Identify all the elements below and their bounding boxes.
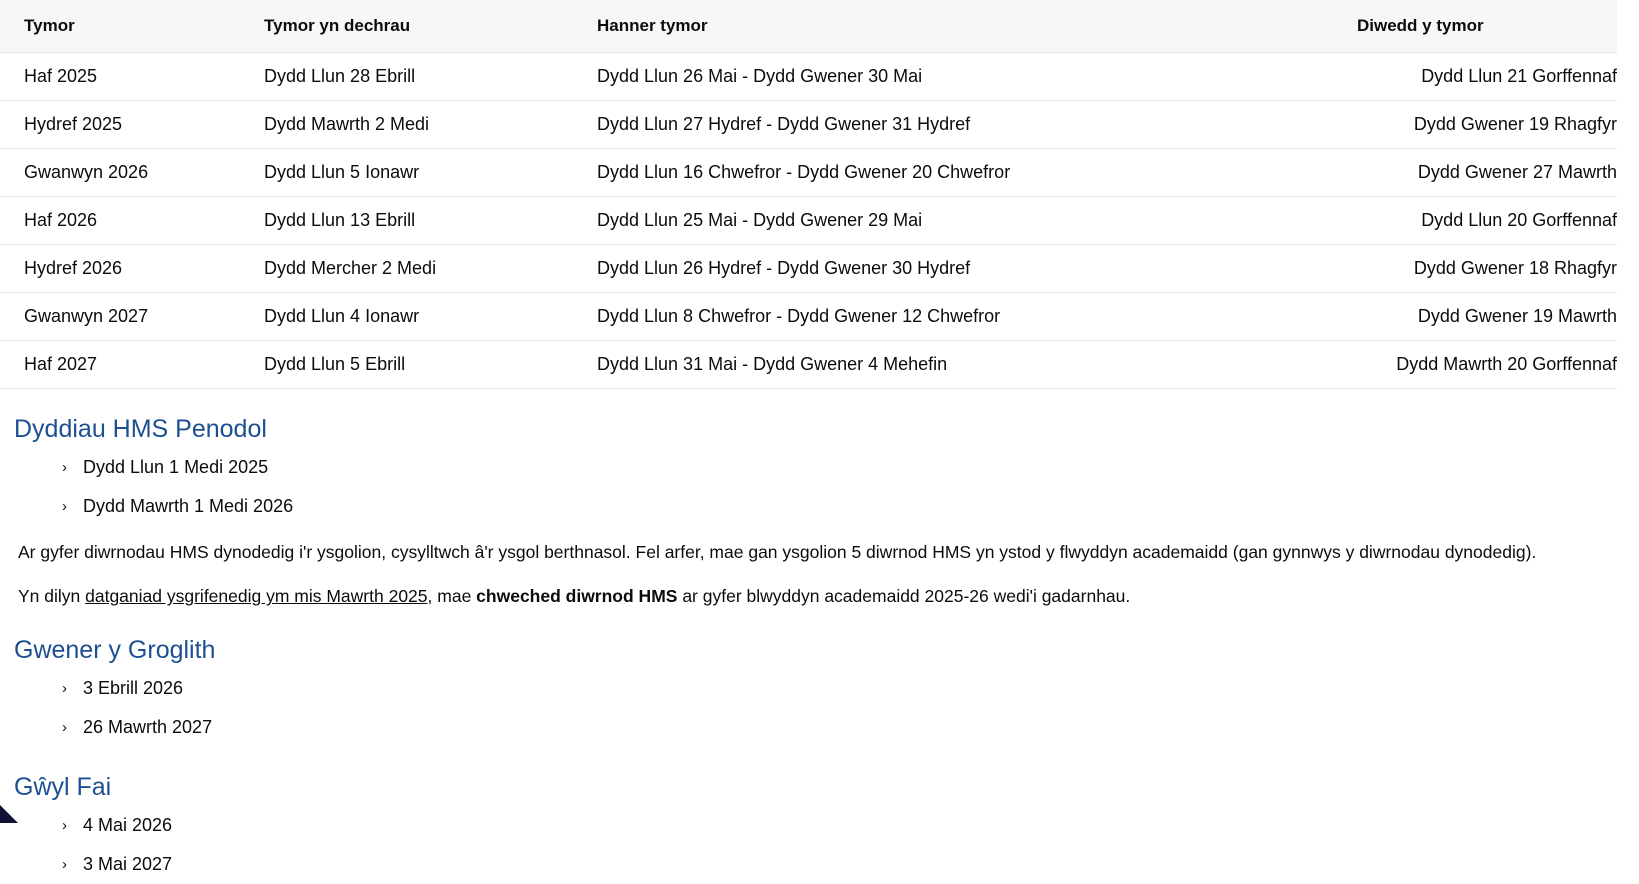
accordion-item-may-day-2[interactable] <box>62 845 1639 884</box>
accordion-item-label: 4 Mai 2026 <box>83 814 173 835</box>
chevron-right-icon: › <box>62 816 67 834</box>
accordion-item-hms-date-1[interactable] <box>62 448 1639 487</box>
accordion-item-good-friday-2[interactable] <box>62 708 1639 747</box>
paragraph-sixth-hms-day <box>18 584 1639 609</box>
cell-term-end: Dydd Llun 20 Gorffennaf <box>1333 197 1617 245</box>
cell-half-term: Dydd Llun 26 Hydref - Dydd Gwener 30 Hydref <box>573 245 1333 293</box>
chevron-right-icon: › <box>62 498 67 515</box>
cell-half-term: Dydd Llun 31 Mai - Dydd Gwener 4 Mehefin <box>573 341 1333 389</box>
chevron-right-icon: › <box>62 459 67 476</box>
cell-term: Haf 2026 <box>0 197 240 245</box>
cell-term: Hydref 2026 <box>0 245 240 293</box>
cell-term-start: Dydd Llun 28 Ebrill <box>240 53 573 101</box>
cell-half-term: Dydd Llun 26 Mai - Dydd Gwener 30 Mai <box>573 53 1333 101</box>
cell-half-term: Dydd Llun 25 Mai - Dydd Gwener 29 Mai <box>573 197 1333 245</box>
cell-term-start: Dydd Llun 4 Ionawr <box>240 293 573 341</box>
table-row <box>0 341 1617 389</box>
accordion-item-label: 3 Mai 2027 <box>83 853 173 874</box>
table-row <box>0 245 1617 293</box>
cell-term-end: Dydd Mawrth 20 Gorffennaf <box>1333 341 1617 389</box>
accordion-item-good-friday-1[interactable] <box>62 669 1639 708</box>
cell-term-end: Dydd Gwener 27 Mawrth <box>1333 149 1617 197</box>
cell-term: Haf 2025 <box>0 53 240 101</box>
cell-half-term: Dydd Llun 8 Chwefror - Dydd Gwener 12 Chwefror <box>573 293 1333 341</box>
table-row <box>0 101 1617 149</box>
column-header-half-term: Hanner tymor <box>573 0 1333 53</box>
section-heading-may-day: Gŵyl Fai <box>14 772 112 801</box>
accordion-item-label: Dydd Mawrth 1 Medi 2026 <box>83 496 294 516</box>
cell-term: Hydref 2025 <box>0 101 240 149</box>
cell-term-start: Dydd Llun 13 Ebrill <box>240 197 573 245</box>
cell-term-start: Dydd Llun 5 Ionawr <box>240 149 573 197</box>
cell-term-end: Dydd Gwener 19 Rhagfyr <box>1333 101 1617 149</box>
section-heading-hms-days: Dyddiau HMS Penodol <box>14 415 267 443</box>
table-body <box>0 53 1617 389</box>
cell-term-end: Dydd Gwener 19 Mawrth <box>1333 293 1617 341</box>
column-header-term: Tymor <box>0 0 240 53</box>
cell-term-end: Dydd Gwener 18 Rhagfyr <box>1333 245 1617 293</box>
cursor-arrow-icon <box>0 805 18 823</box>
accordion-item-hms-date-2[interactable] <box>62 487 1639 526</box>
chevron-right-icon: › <box>62 718 67 736</box>
table-row <box>0 293 1617 341</box>
accordion-item-may-day-1[interactable] <box>62 806 1639 845</box>
cell-term-start: Dydd Mawrth 2 Medi <box>240 101 573 149</box>
table-header <box>0 0 1617 53</box>
accordion-item-label: 26 Mawrth 2027 <box>83 716 213 737</box>
accordion-item-label: 3 Ebrill 2026 <box>83 677 184 698</box>
paragraph-lead-text: Yn dilyn <box>18 586 86 607</box>
cell-term-start: Dydd Mercher 2 Medi <box>240 245 573 293</box>
paragraph-tail-text: ar gyfer blwyddyn academaidd 2025-26 wedi'i gadarnhau. <box>677 586 1131 607</box>
cell-term-end: Dydd Llun 21 Gorffennaf <box>1333 53 1617 101</box>
paragraph-mid-text: , mae <box>427 586 477 607</box>
cell-term: Gwanwyn 2026 <box>0 149 240 197</box>
cell-term-start: Dydd Llun 5 Ebrill <box>240 341 573 389</box>
table-row <box>0 197 1617 245</box>
chevron-right-icon: › <box>62 855 67 873</box>
accordion-item-label: Dydd Llun 1 Medi 2025 <box>83 457 269 477</box>
cell-term: Gwanwyn 2027 <box>0 293 240 341</box>
section-heading-good-friday: Gwener y Groglith <box>14 635 216 664</box>
chevron-right-icon: › <box>62 679 67 697</box>
paragraph-hms-info: Ar gyfer diwrnodau HMS dynodedig i'r ysgolion, cysylltwch â'r ysgol berthnasol. Fel arfer, mae gan ysgolion 5 diwrnod HMS yn ystod y flwyddyn academaidd (gan gynnwys y diwrnodau dynodedig). <box>18 542 1537 562</box>
cell-half-term: Dydd Llun 27 Hydref - Dydd Gwener 31 Hydref <box>573 101 1333 149</box>
paragraph-bold-text: chweched diwrnod HMS <box>476 586 678 607</box>
column-header-term-start: Tymor yn dechrau <box>240 0 573 53</box>
table-header-row <box>0 0 1617 53</box>
table-row <box>0 149 1617 197</box>
written-statement-link[interactable]: datganiad ysgrifenedig ym mis Mawrth 2025 <box>85 586 428 607</box>
table-row <box>0 53 1617 101</box>
term-dates-table <box>0 0 1617 389</box>
column-header-term-end: Diwedd y tymor <box>1333 0 1617 53</box>
cell-half-term: Dydd Llun 16 Chwefror - Dydd Gwener 20 Chwefror <box>573 149 1333 197</box>
cell-term: Haf 2027 <box>0 341 240 389</box>
